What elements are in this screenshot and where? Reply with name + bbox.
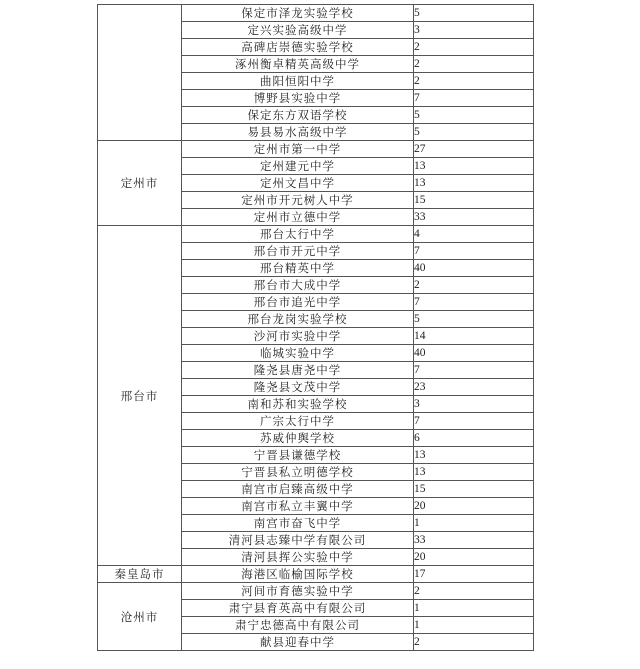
school-name-cell: 南和苏和实验学校 — [182, 396, 414, 413]
school-name-cell: 定州文昌中学 — [182, 175, 414, 192]
count-cell: 1 — [414, 617, 534, 634]
count-cell: 2 — [414, 73, 534, 90]
school-name-cell: 肃宁县育英高中有限公司 — [182, 600, 414, 617]
school-name-cell: 邢台市追光中学 — [182, 294, 414, 311]
count-cell: 33 — [414, 209, 534, 226]
table-row — [98, 566, 534, 583]
count-cell: 5 — [414, 5, 534, 22]
count-cell: 40 — [414, 260, 534, 277]
school-name-cell: 临城实验中学 — [182, 345, 414, 362]
count-cell: 13 — [414, 447, 534, 464]
school-table-body — [98, 5, 534, 651]
school-name-cell: 沙河市实验中学 — [182, 328, 414, 345]
school-table — [97, 4, 534, 651]
school-name-cell: 高碑店崇德实验学校 — [182, 39, 414, 56]
count-cell: 7 — [414, 243, 534, 260]
school-name-cell: 苏威仲舆学校 — [182, 430, 414, 447]
count-cell: 2 — [414, 634, 534, 651]
count-cell: 5 — [414, 124, 534, 141]
count-cell: 3 — [414, 396, 534, 413]
count-cell: 15 — [414, 192, 534, 209]
count-cell: 40 — [414, 345, 534, 362]
count-cell: 13 — [414, 175, 534, 192]
count-cell: 14 — [414, 328, 534, 345]
count-cell: 7 — [414, 413, 534, 430]
school-name-cell: 肃宁忠德高中有限公司 — [182, 617, 414, 634]
city-cell: 秦皇岛市 — [98, 566, 182, 583]
count-cell: 2 — [414, 583, 534, 600]
school-name-cell: 清河县志臻中学有限公司 — [182, 532, 414, 549]
school-name-cell: 曲阳恒阳中学 — [182, 73, 414, 90]
school-name-cell: 海港区临榆国际学校 — [182, 566, 414, 583]
count-cell: 23 — [414, 379, 534, 396]
count-cell: 13 — [414, 464, 534, 481]
table-row — [98, 5, 534, 22]
school-name-cell: 邢台太行中学 — [182, 226, 414, 243]
school-name-cell: 涿州衡卓精英高级中学 — [182, 56, 414, 73]
count-cell: 15 — [414, 481, 534, 498]
school-name-cell: 献县迎春中学 — [182, 634, 414, 651]
school-name-cell: 定州市立德中学 — [182, 209, 414, 226]
school-name-cell: 宁晋县私立明德学校 — [182, 464, 414, 481]
city-cell: 邢台市 — [98, 226, 182, 566]
count-cell: 4 — [414, 226, 534, 243]
table-row — [98, 141, 534, 158]
count-cell: 2 — [414, 56, 534, 73]
city-cell — [98, 5, 182, 141]
school-name-cell: 保定市泽龙实验学校 — [182, 5, 414, 22]
count-cell: 1 — [414, 515, 534, 532]
school-name-cell: 邢台市大成中学 — [182, 277, 414, 294]
table-row — [98, 583, 534, 600]
school-name-cell: 隆尧县唐尧中学 — [182, 362, 414, 379]
school-name-cell: 邢台龙岗实验学校 — [182, 311, 414, 328]
school-name-cell: 定州市开元树人中学 — [182, 192, 414, 209]
count-cell: 33 — [414, 532, 534, 549]
school-name-cell: 保定东方双语学校 — [182, 107, 414, 124]
count-cell: 3 — [414, 22, 534, 39]
school-name-cell: 清河县挥公实验中学 — [182, 549, 414, 566]
school-name-cell: 定州建元中学 — [182, 158, 414, 175]
count-cell: 7 — [414, 362, 534, 379]
school-name-cell: 宁晋县谦德学校 — [182, 447, 414, 464]
count-cell: 5 — [414, 311, 534, 328]
count-cell: 27 — [414, 141, 534, 158]
table-row — [98, 226, 534, 243]
school-name-cell: 南宫市奋飞中学 — [182, 515, 414, 532]
count-cell: 1 — [414, 600, 534, 617]
school-name-cell: 定州市第一中学 — [182, 141, 414, 158]
count-cell: 7 — [414, 90, 534, 107]
count-cell: 7 — [414, 294, 534, 311]
count-cell: 2 — [414, 39, 534, 56]
school-name-cell: 河间市育德实验中学 — [182, 583, 414, 600]
city-cell: 沧州市 — [98, 583, 182, 651]
school-name-cell: 隆尧县文茂中学 — [182, 379, 414, 396]
count-cell: 6 — [414, 430, 534, 447]
school-name-cell: 博野县实验中学 — [182, 90, 414, 107]
school-name-cell: 邢台精英中学 — [182, 260, 414, 277]
count-cell: 20 — [414, 498, 534, 515]
count-cell: 2 — [414, 277, 534, 294]
school-name-cell: 南宫市启臻高级中学 — [182, 481, 414, 498]
school-name-cell: 南宫市私立丰翼中学 — [182, 498, 414, 515]
school-name-cell: 广宗太行中学 — [182, 413, 414, 430]
count-cell: 17 — [414, 566, 534, 583]
city-cell: 定州市 — [98, 141, 182, 226]
count-cell: 5 — [414, 107, 534, 124]
school-name-cell: 邢台市开元中学 — [182, 243, 414, 260]
count-cell: 13 — [414, 158, 534, 175]
school-name-cell: 定兴实验高级中学 — [182, 22, 414, 39]
school-name-cell: 易县易水高级中学 — [182, 124, 414, 141]
count-cell: 20 — [414, 549, 534, 566]
